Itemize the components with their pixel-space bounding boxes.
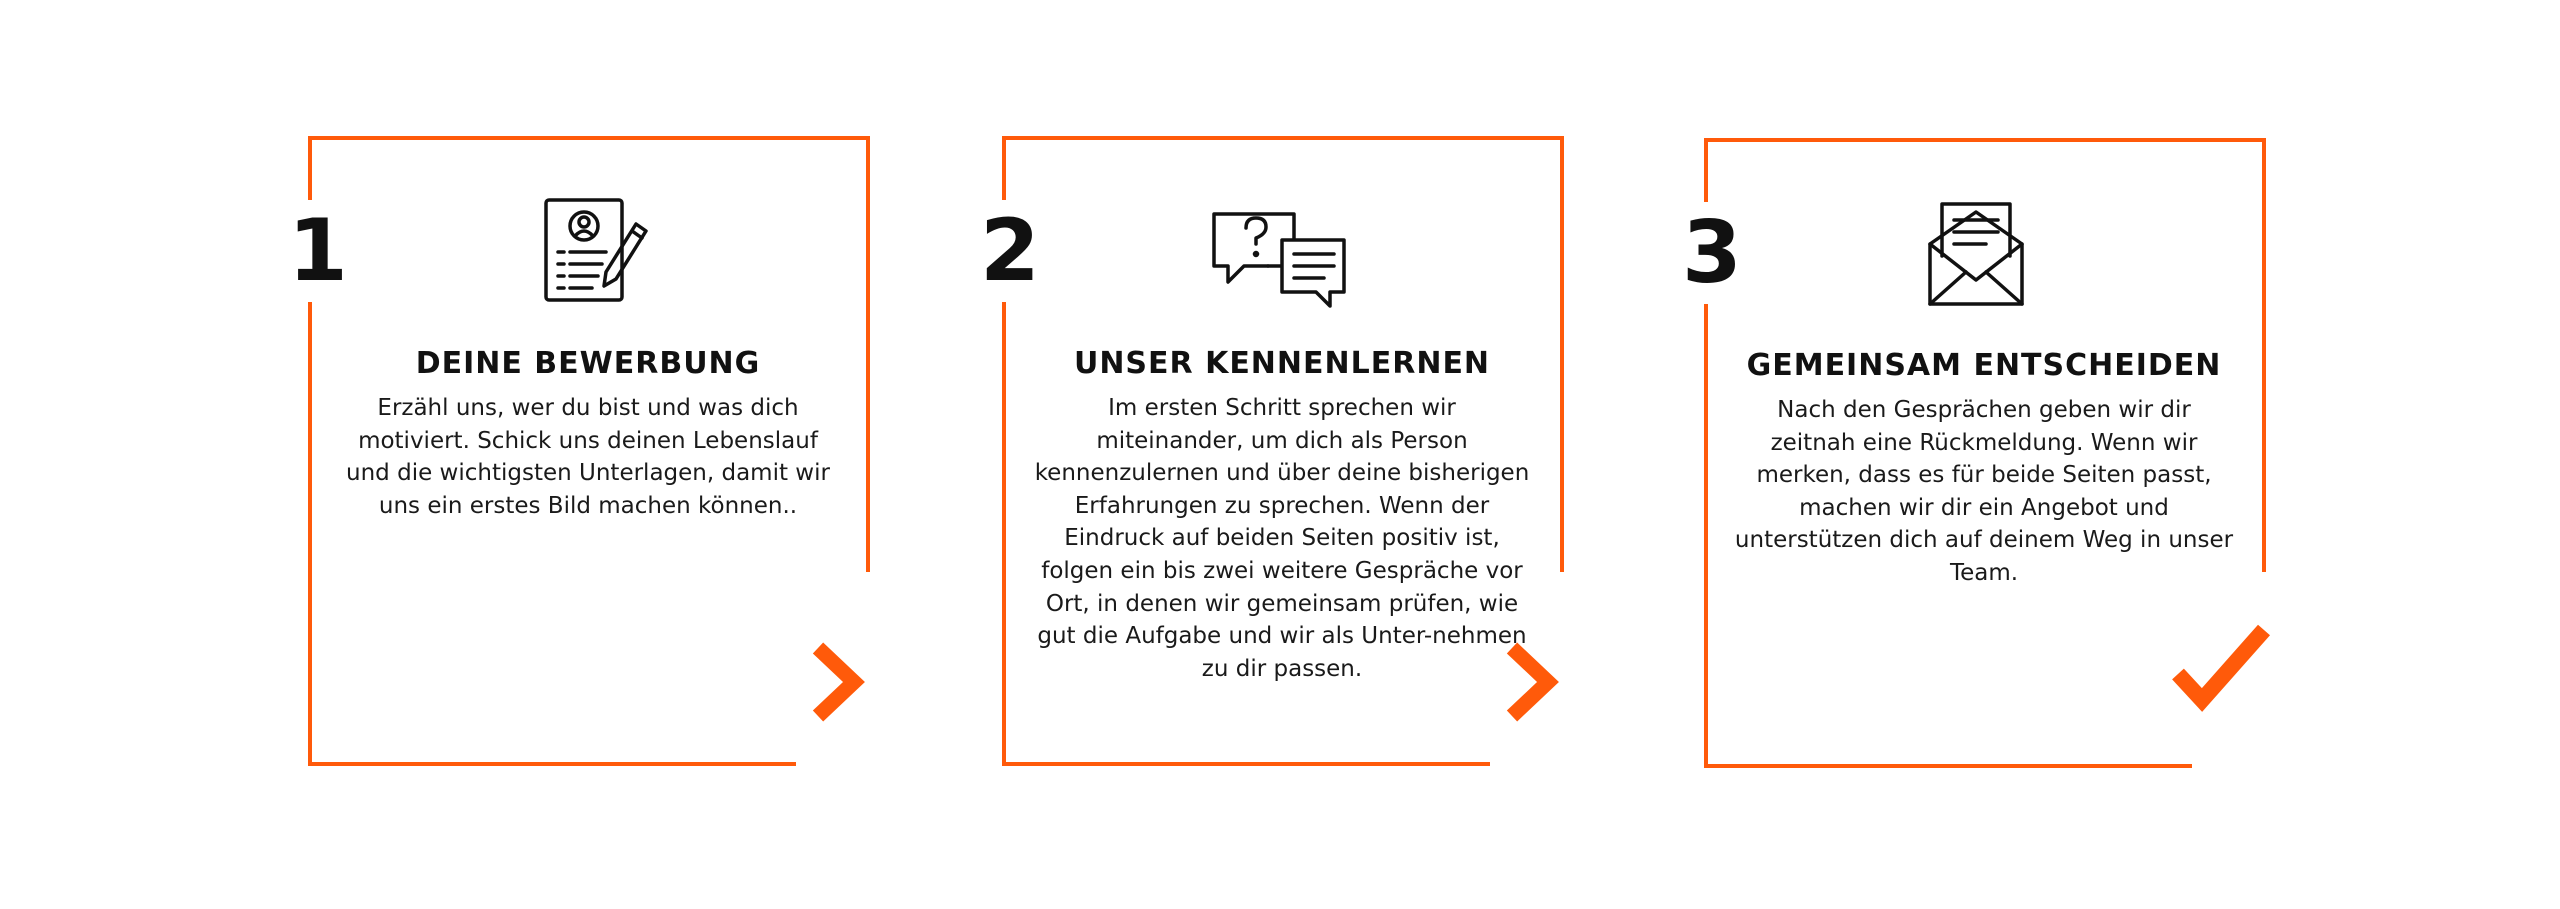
step-title: GEMEINSAM ENTSCHEIDEN [1746,348,2222,383]
step-number: 3 [1676,202,1748,304]
step-number: 1 [282,200,354,302]
step-description: Im ersten Schritt sprechen wir miteinander, um dich als Person kennenzulernen und über deine bisherigen Erfahrungen zu sprechen. Wenn der Eindruck auf beiden Seiten positiv ist, folgen ein bis zwei weitere Gespräche vor Ort, in denen wir gemeinsam prüfen, wie gut die Aufgabe und wir als Unter-nehmen zu dir passen. [1034,395,1530,682]
step-description: Erzähl uns, wer du bist und was dich motiviert. Schick uns deinen Lebenslauf und die wichtigsten Unterlagen, damit wir uns ein erstes Bild machen können.. [346,395,830,519]
step-title: DEINE BEWERBUNG [415,346,761,381]
step-number: 2 [974,200,1046,302]
step-description: Nach den Gesprächen geben wir dir zeitnah eine Rückmeldung. Wenn wir merken, dass es für beide Seiten passt, machen wir dir ein Angebot und unterstützen dich auf deinem Weg in unser Team. [1734,397,2234,586]
checkmark-icon [2168,620,2274,720]
envelope-letter-icon [1926,200,2026,308]
step-title: UNSER KENNENLERNEN [1073,346,1491,381]
